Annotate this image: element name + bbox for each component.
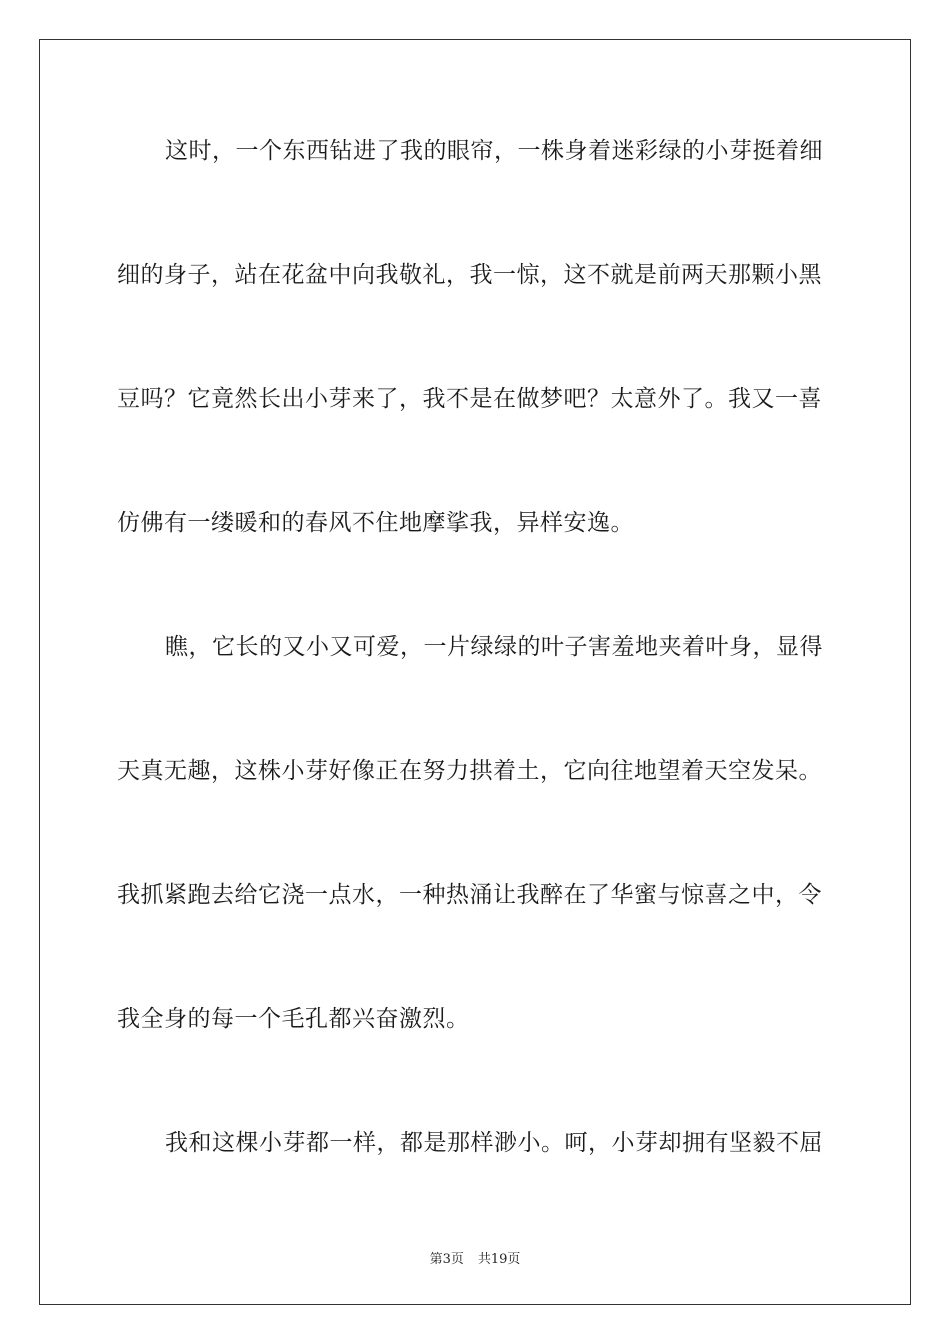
page-total: 共19页 — [477, 1252, 521, 1267]
text-line: 细的身子，站在花盆中向我敬礼，我一惊，这不就是前两天那颗小黑 — [117, 262, 822, 288]
page-border — [39, 39, 911, 1305]
text-line: 我全身的每一个毛孔都兴奋激烈。 — [117, 1006, 470, 1032]
page-footer — [0, 1248, 950, 1267]
text-line: 这时，一个东西钻进了我的眼帘，一株身着迷彩绿的小芽挺着细 — [165, 138, 823, 164]
text-line: 豆吗？它竟然长出小芽来了，我不是在做梦吧？太意外了。我又一喜 — [117, 386, 822, 412]
text-line: 我抓紧跑去给它浇一点水，一种热涌让我醉在了华蜜与惊喜之中，令 — [117, 882, 822, 908]
text-line: 瞧，它长的又小又可爱，一片绿绿的叶子害羞地夹着叶身，显得 — [165, 634, 823, 660]
text-line: 仿佛有一缕暖和的春风不住地摩挲我，异样安逸。 — [117, 510, 634, 536]
text-line: 我和这棵小芽都一样，都是那样渺小。呵，小芽却拥有坚毅不屈 — [165, 1130, 823, 1156]
page-number: 第3页 — [429, 1252, 464, 1267]
text-line: 天真无趣，这株小芽好像正在努力拱着土，它向往地望着天空发呆。 — [117, 758, 822, 784]
